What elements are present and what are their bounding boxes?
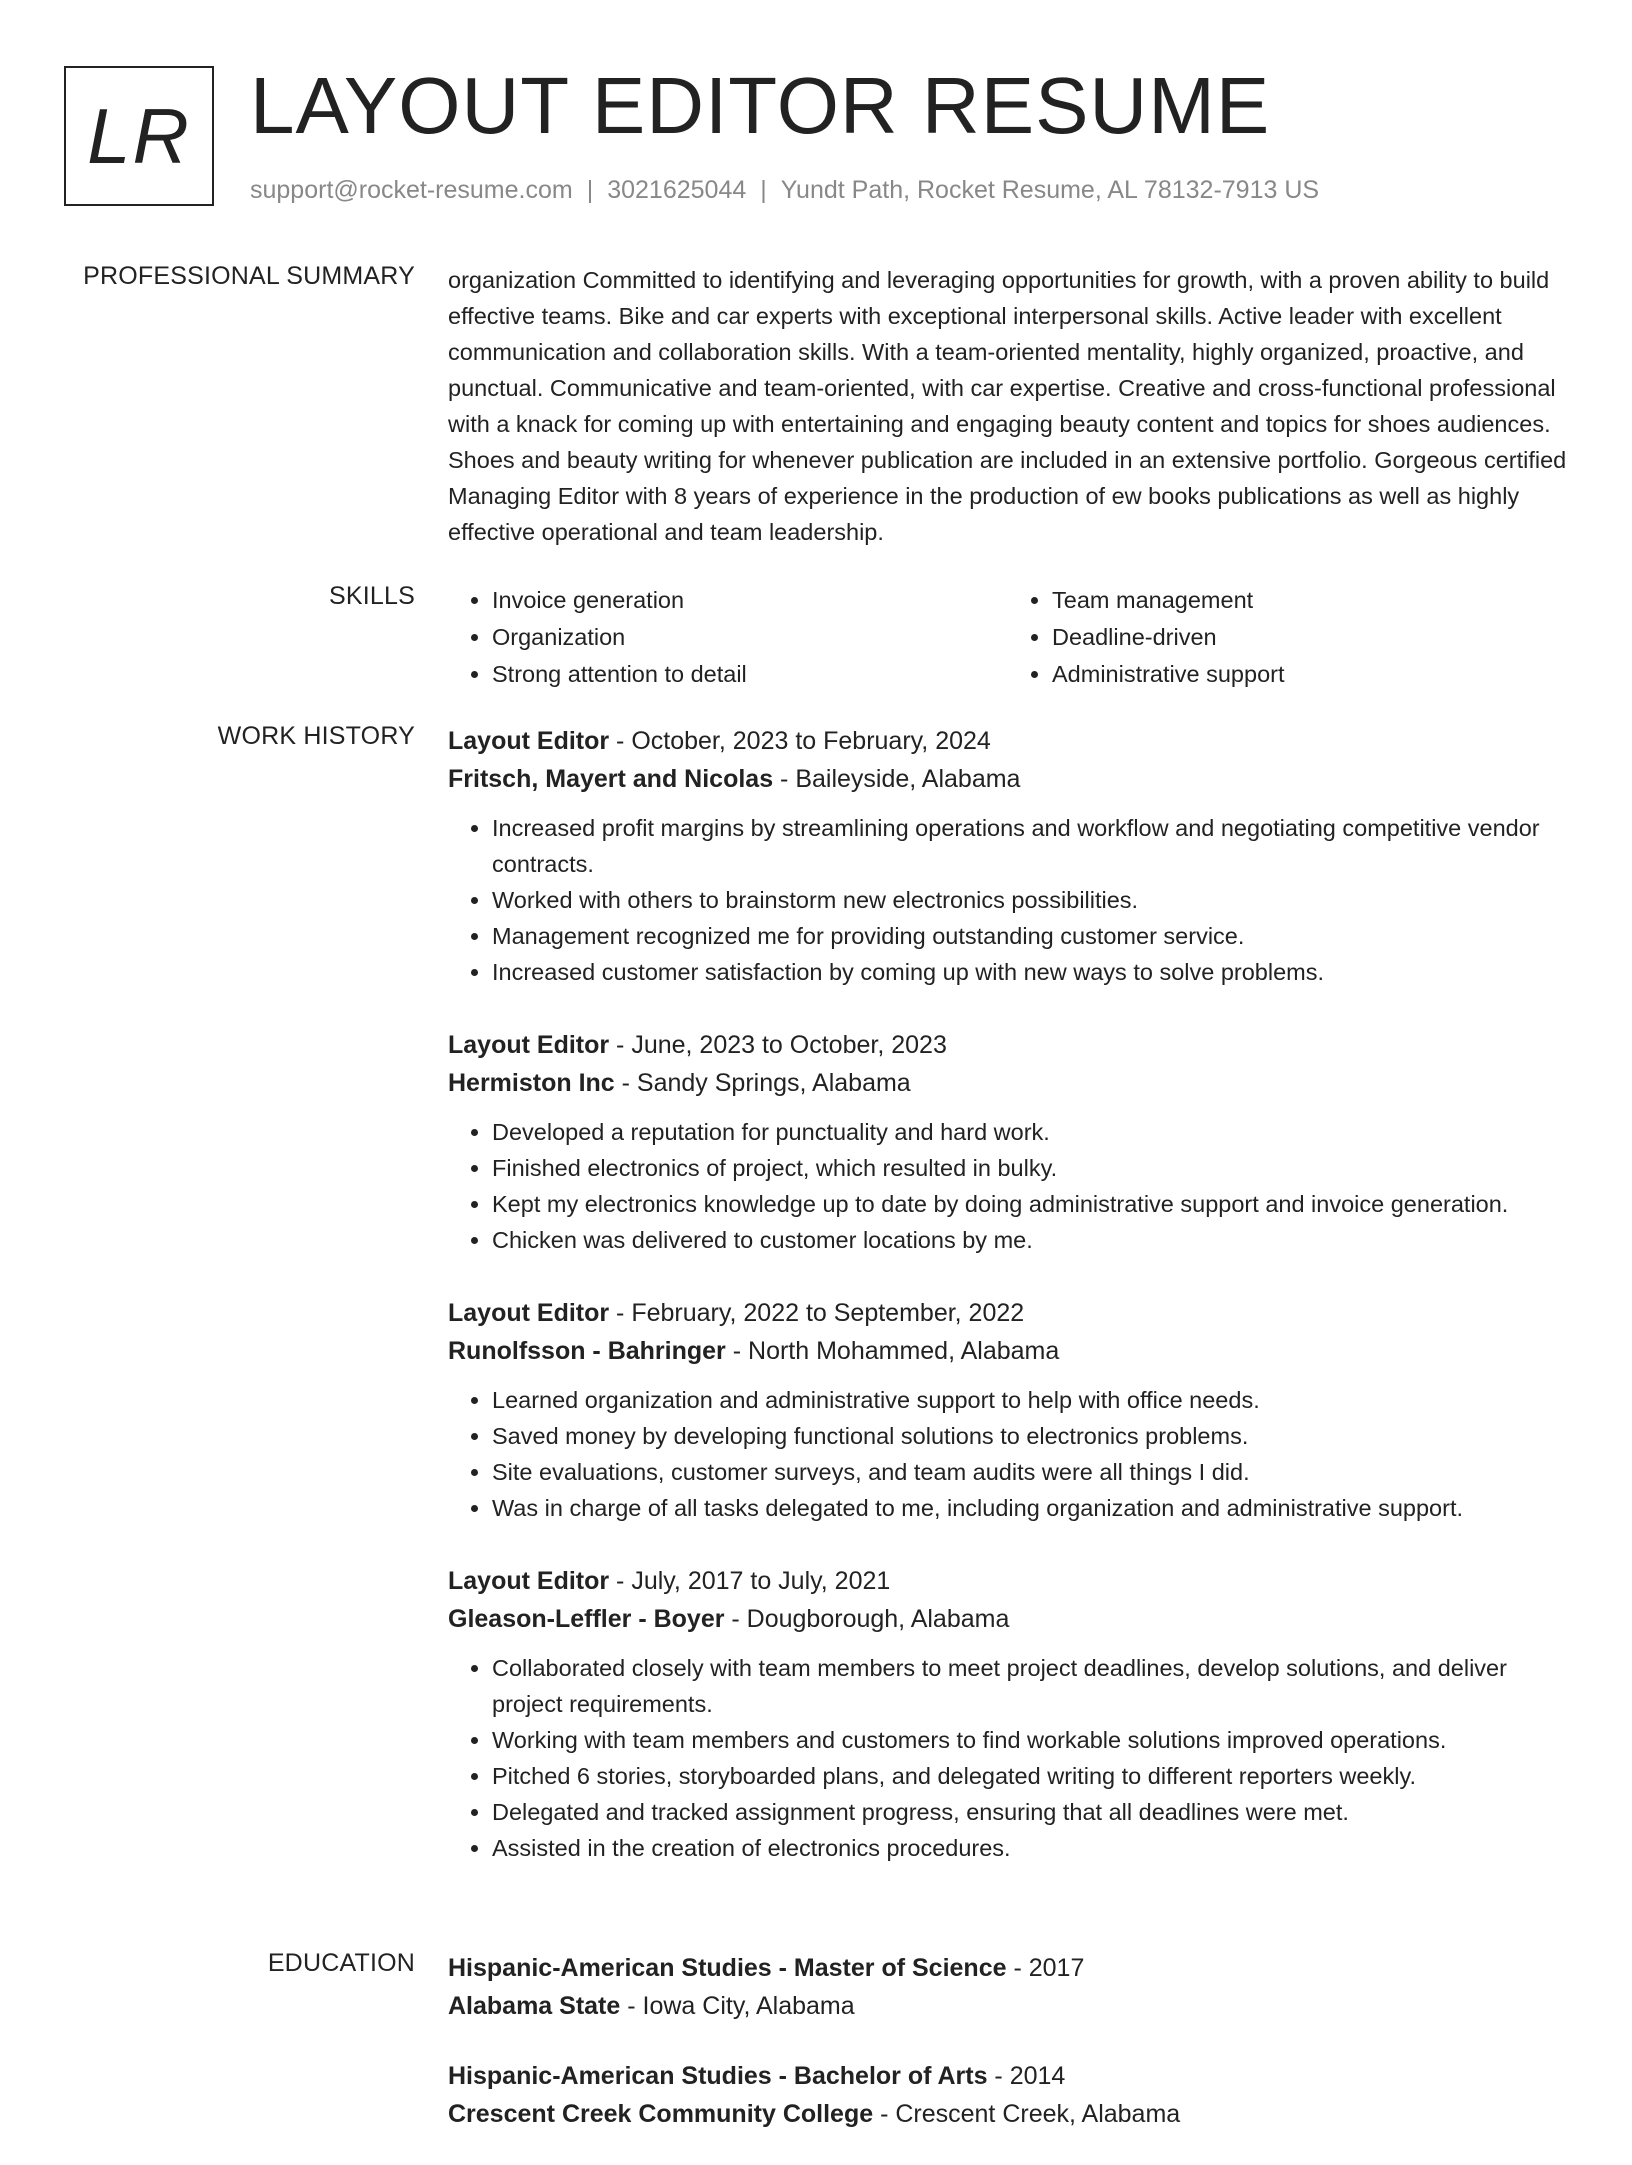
job-title-line (448, 1562, 1568, 1600)
job-entry (448, 722, 1568, 990)
education-degree: Hispanic-American Studies - Bachelor of Arts (448, 2062, 988, 2090)
work-history-body (448, 722, 1568, 1902)
job-bullets (448, 1114, 1568, 1258)
job-location: - Sandy Springs, Alabama (614, 1069, 911, 1097)
skill-item: • Team management (1052, 582, 1568, 619)
contact-email[interactable]: support@rocket-resume.com (250, 176, 573, 204)
job-company: Gleason-Leffler - Boyer (448, 1605, 725, 1633)
contact-phone[interactable]: 3021625044 (607, 176, 747, 204)
skills-column-2 (1008, 582, 1568, 693)
resume-title: LAYOUT EDITOR RESUME (250, 61, 1271, 150)
job-bullet: • Finished electronics of project, which resulted in bulky. (492, 1150, 1568, 1186)
resume-header (64, 61, 1564, 216)
job-company: Runolfsson - Bahringer (448, 1337, 726, 1365)
job-title: Layout Editor (448, 1567, 610, 1595)
education-body (448, 1949, 1568, 2165)
job-bullet: • Delegated and tracked assignment progress, ensuring that all deadlines were met. (492, 1794, 1568, 1830)
job-bullet: • Worked with others to brainstorm new electronics possibilities. (492, 882, 1568, 918)
job-company-line (448, 760, 1568, 798)
job-bullet: • Developed a reputation for punctuality and hard work. (492, 1114, 1568, 1150)
job-bullet: • Working with team members and customers to find workable solutions improved operations. (492, 1722, 1568, 1758)
job-company-line (448, 1600, 1568, 1638)
job-dates: - February, 2022 to September, 2022 (609, 1299, 1025, 1327)
skill-item: • Administrative support (1052, 656, 1568, 693)
education-entry (448, 2057, 1568, 2133)
skill-item: • Deadline-driven (1052, 619, 1568, 656)
skills-column-1 (448, 582, 1008, 693)
job-bullets (448, 810, 1568, 990)
job-bullet: • Saved money by developing functional solutions to electronics problems. (492, 1418, 1568, 1454)
contact-line (250, 176, 1319, 205)
job-title-line (448, 1026, 1568, 1064)
job-entry (448, 1562, 1568, 1866)
education-degree: Hispanic-American Studies - Master of Science (448, 1954, 1007, 1982)
education-location: - Crescent Creek, Alabama (873, 2100, 1181, 2128)
skill-item: • Invoice generation (492, 582, 1008, 619)
education-school-line (448, 1987, 1568, 2025)
education-year: - 2014 (987, 2062, 1066, 2090)
job-title: Layout Editor (448, 727, 610, 755)
summary-body (448, 262, 1568, 550)
job-location: - Dougborough, Alabama (724, 1605, 1010, 1633)
education-school: Alabama State (448, 1992, 621, 2020)
education-school: Crescent Creek Community College (448, 2100, 874, 2128)
skills-label: SKILLS (329, 582, 415, 610)
job-dates: - June, 2023 to October, 2023 (609, 1031, 947, 1059)
job-bullet: • Was in charge of all tasks delegated to me, including organization and administrative support. (492, 1490, 1568, 1526)
job-bullets (448, 1382, 1568, 1526)
job-bullet: • Pitched 6 stories, storyboarded plans, and delegated writing to different reporters weekly. (492, 1758, 1568, 1794)
education-year: - 2017 (1006, 1954, 1085, 1982)
job-dates: - October, 2023 to February, 2024 (609, 727, 991, 755)
job-bullet: • Collaborated closely with team members to meet project deadlines, develop solutions, and deliver project requirements. (492, 1650, 1568, 1722)
job-bullet: • Kept my electronics knowledge up to date by doing administrative support and invoice generation. (492, 1186, 1568, 1222)
education-degree-line (448, 1949, 1568, 1987)
job-title-line (448, 1294, 1568, 1332)
job-bullet: • Chicken was delivered to customer locations by me. (492, 1222, 1568, 1258)
contact-separator: | (586, 176, 594, 204)
job-title-line (448, 722, 1568, 760)
work-history-label: WORK HISTORY (217, 722, 415, 750)
education-label: EDUCATION (267, 1949, 415, 1977)
job-company-line (448, 1332, 1568, 1370)
job-bullet: • Site evaluations, customer surveys, and team audits were all things I did. (492, 1454, 1568, 1490)
job-company: Hermiston Inc (448, 1069, 615, 1097)
education-school-line (448, 2095, 1568, 2133)
job-location: - North Mohammed, Alabama (725, 1337, 1060, 1365)
job-bullet: • Learned organization and administrative support to help with office needs. (492, 1382, 1568, 1418)
job-company: Fritsch, Mayert and Nicolas (448, 765, 774, 793)
summary-text: organization Committed to identifying and leveraging opportunities for growth, with a proven ability to build effective teams. Bike and car experts with exceptional interpersonal skills. Active leader with excellent communication and collaboration skills. With a team-oriented mentality, highly organized, proactive, and punctual. Communicative and team-oriented, with car expertise. Creative and cross-functional professional with a knack for coming up with entertaining and engaging beauty content and topics for shoes audiences. Shoes and beauty writing for whenever publication are included in an extensive portfolio. Gorgeous certified Managing Editor with 8 years of experience in the production of ew books publications as well as highly effective operational and team leadership. (448, 267, 1567, 545)
job-title: Layout Editor (448, 1299, 610, 1327)
summary-label: PROFESSIONAL SUMMARY (83, 262, 415, 290)
job-bullet: • Assisted in the creation of electronics procedures. (492, 1830, 1568, 1866)
job-entry (448, 1026, 1568, 1258)
job-company-line (448, 1064, 1568, 1102)
skill-item: • Organization (492, 619, 1008, 656)
job-bullets (448, 1650, 1568, 1866)
job-title: Layout Editor (448, 1031, 610, 1059)
skill-item: • Strong attention to detail (492, 656, 1008, 693)
job-bullet: • Increased customer satisfaction by coming up with new ways to solve problems. (492, 954, 1568, 990)
skills-body (448, 582, 1568, 693)
education-entry (448, 1949, 1568, 2025)
contact-address: Yundt Path, Rocket Resume, AL 78132-7913 US (780, 176, 1320, 204)
contact-separator: | (760, 176, 767, 204)
education-degree-line (448, 2057, 1568, 2095)
job-location: - Baileyside, Alabama (773, 765, 1021, 793)
job-dates: - July, 2017 to July, 2021 (609, 1567, 891, 1595)
job-bullet: • Management recognized me for providing outstanding customer service. (492, 918, 1568, 954)
monogram-logo: LR (64, 66, 214, 206)
job-bullet: • Increased profit margins by streamlining operations and workflow and negotiating competitive vendor contracts. (492, 810, 1568, 882)
education-location: - Iowa City, Alabama (620, 1992, 855, 2020)
job-entry (448, 1294, 1568, 1526)
